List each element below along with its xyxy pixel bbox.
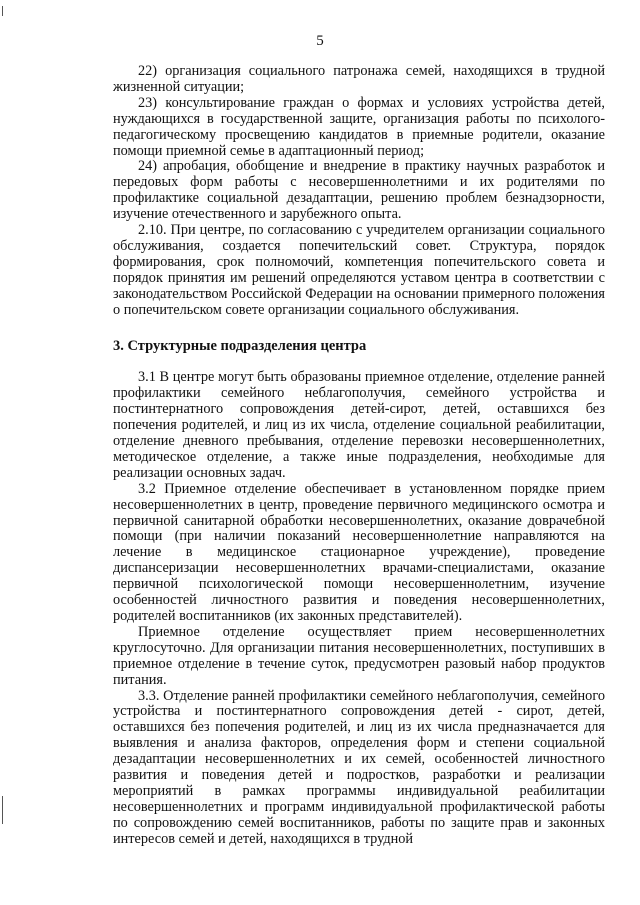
margin-mark-top (2, 6, 3, 16)
margin-mark-bottom (2, 796, 3, 824)
paragraph-item-24: 24) апробация, обобщение и внедрение в практику научных разработок и передовых форм работы с несовершеннолетними и их родителями по профилактике социальной дезадаптации, решению проблем безнадзорности, изучение отечественного и зарубежного опыта. (113, 158, 605, 223)
paragraph-item-23: 23) консультирование граждан о формах и условиях устройства детей, нуждающихся в государственной защите, организация работы по психолого-педагогическому просвещению кандидатов в приемные родители, оказание помощи приемной семье в адаптационный период; (113, 94, 605, 159)
section-heading: 3. Структурные подразделения центра (113, 337, 367, 354)
paragraph-2-10: 2.10. При центре, по согласованию с учредителем организации социального обслуживания, создается попечительский совет. Структура, порядок формирования, срок полномочий, компетенция попечительского совета и порядок принятия им решений определяются уставом центра в соответствии с законодательством Российской Федерации на основании примерного положения о попечительском совете организации социального обслуживания. (113, 222, 605, 318)
paragraph-item-22: 22) организация социального патронажа семей, находящихся в трудной жизненной ситуации; (113, 63, 605, 95)
document-body (113, 64, 605, 848)
page-number: 5 (316, 33, 324, 49)
paragraph-reception: Приемное отделение осуществляет прием несовершеннолетних круглосуточно. Для организации питания несовершеннолетних, поступивших в приемное отделение в течение суток, предусмотрен разовый набор продуктов питания. (113, 623, 605, 688)
paragraph-3-1: 3.1 В центре могут быть образованы приемное отделение, отделение ранней профилактики семейного неблагополучия, семейного устройства и постинтернатного сопровождения детей-сирот, детей, оставшихся без попечения родителей, и лиц из их числа, отделение социальной реабилитации, отделение дневного пребывания, отделение перевозки несовершеннолетних, методическое отделение, а также иные подразделения, необходимые для реализации основных задач. (113, 369, 605, 481)
paragraph-3-3: 3.3. Отделение ранней профилактики семейного неблагополучия, семейного устройства и постинтернатного сопровождения детей - сирот, детей, оставшихся без попечения родителей, и лиц из их числа предназначается для выявления и анализа факторов, определения форм и степени социальной дезадаптации несовершеннолетних и их семей, особенностей личностного развития и поведения детей и подростков, разработки и реализации мероприятий в рамках программы индивидуальной реабилитации несовершеннолетних и программ индивидуальной профилактической работы по сопровождению семей воспитанников, работы по защите прав и законных интересов семей и детей, находящихся в трудной (113, 687, 605, 847)
paragraph-3-2: 3.2 Приемное отделение обеспечивает в установленном порядке прием несовершеннолетних в центр, проведение первичного медицинского осмотра и первичной санитарной обработки несовершеннолетних, оказание доврачебной помощи (при наличии показаний несовершеннолетние направляются на лечение в медицинское стационарное учреждение), проведение диспансеризации несовершеннолетних врачами-специалистами, оказание первичной психологической помощи несовершеннолетним, изучение особенностей личностного развития и поведения несовершеннолетних, родителей воспитанников (их законных представителей). (113, 480, 605, 624)
